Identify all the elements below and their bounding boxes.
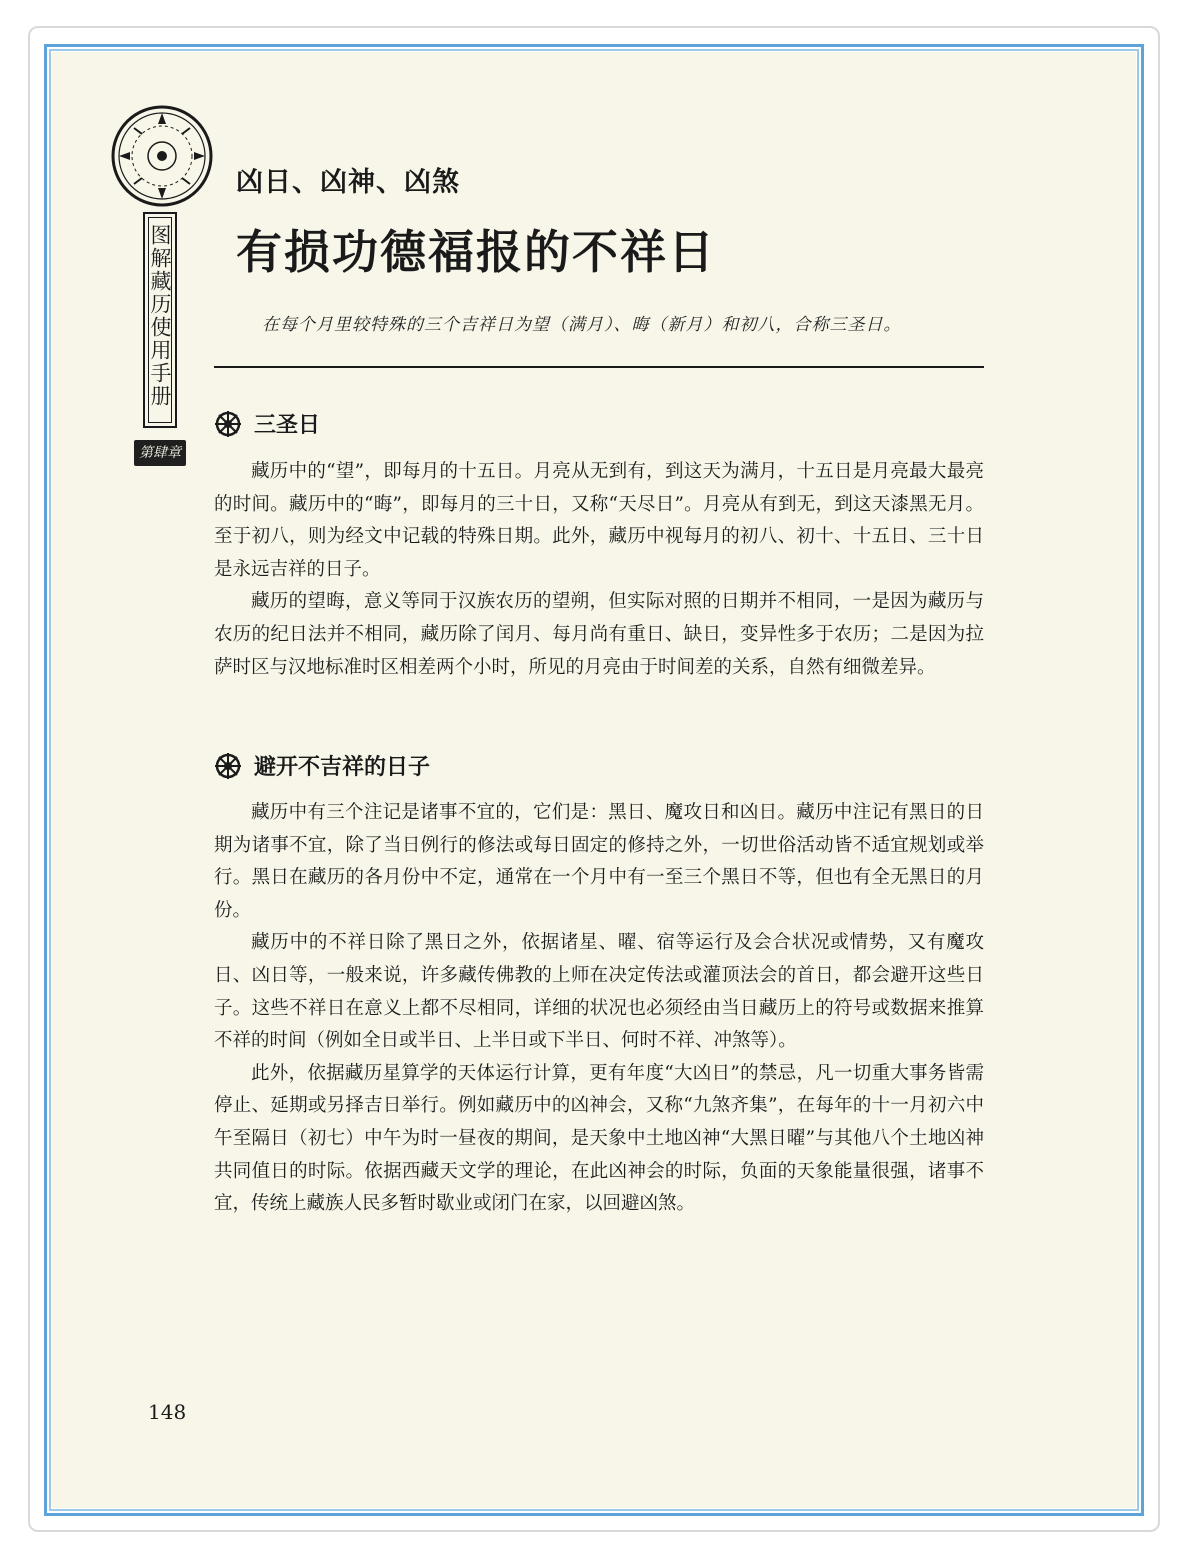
section-heading bbox=[214, 408, 320, 439]
paragraph: 此外，依据藏历星算学的天体运行计算，更有年度“大凶日”的禁忌，凡一切重大事务皆需停止、延期或另择吉日举行。例如藏历中的凶神会，又称“九煞齐集”，在每年的十一月初六中午至隔日（初七）中午为时一昼夜的期间，是天象中土地凶神“大黑日曜”与其他八个土地凶神共同值日的时际。依据西藏天文学的理论，在此凶神会的时际，负面的天象能量很强，诸事不宜，传统上藏族人民多暂时歇业或闭门在家，以回避凶煞。 bbox=[214, 1062, 984, 1215]
paragraph: 藏历的望晦，意义等同于汉族农历的望朔，但实际对照的日期并不相同，一是因为藏历与农历的纪日法并不相同，藏历除了闰月、每月尚有重日、缺日，变异性多于农历；二是因为拉萨时区与汉地标准时区相差两个小时，所见的月亮由于时间差的关系，自然有细微差异。 bbox=[214, 591, 984, 678]
mandala-emblem-icon bbox=[110, 104, 214, 208]
dharma-wheel-icon bbox=[214, 752, 242, 780]
title-divider bbox=[214, 366, 984, 368]
book-title-strip bbox=[143, 212, 177, 428]
section-body bbox=[214, 456, 984, 684]
section-heading-label: 避开不吉祥的日子 bbox=[254, 755, 431, 780]
page-title: 有损功德福报的不祥日 bbox=[236, 225, 716, 279]
section-body bbox=[214, 797, 984, 1221]
section-heading-label: 三圣日 bbox=[254, 413, 321, 438]
paragraph: 藏历中的“望”，即每月的十五日。月亮从无到有，到这天为满月，十五日是月亮最大最亮的时间。藏历中的“晦”，即每月的三十日，又称“天尽日”。月亮从有到无，到这天漆黑无月。至于初八，则为经文中记载的特殊日期。此外，藏历中视每月的初八、初十、十五日、三十日是永远吉祥的日子。 bbox=[214, 461, 984, 580]
page-supertitle: 凶日、凶神、凶煞 bbox=[236, 167, 460, 198]
book-title: 图解藏历使用手册 bbox=[148, 224, 172, 408]
intro-line: 在每个月里较特殊的三个吉祥日为望（满月）、晦（新月）和初八，合称三圣日。 bbox=[262, 315, 902, 335]
paragraph: 藏历中有三个注记是诸事不宜的，它们是：黑日、魔攻日和凶日。藏历中注记有黑日的日期为诸事不宜，除了当日例行的修法或每日固定的修持之外，一切世俗活动皆不适宜规划或举行。黑日在藏历的各月份中不定，通常在一个月中有一至三个黑日不等，但也有全无黑日的月份。 bbox=[214, 802, 984, 921]
paragraph: 藏历中的不祥日除了黑日之外，依据诸星、曜、宿等运行及会合状况或情势，又有魔攻日、凶日等，一般来说，许多藏传佛教的上师在决定传法或灌顶法会的首日，都会避开这些日子。这些不祥日在意义上都不尽相同，详细的状况也必须经由当日藏历上的符号或数据来推算不祥的时间（例如全日或半日、上半日或下半日、何时不祥、冲煞等）。 bbox=[214, 932, 984, 1052]
chapter-tag: 第肆章 bbox=[134, 440, 186, 466]
page-number: 148 bbox=[148, 1400, 187, 1424]
dharma-wheel-icon bbox=[214, 410, 242, 438]
section-heading bbox=[214, 750, 430, 781]
